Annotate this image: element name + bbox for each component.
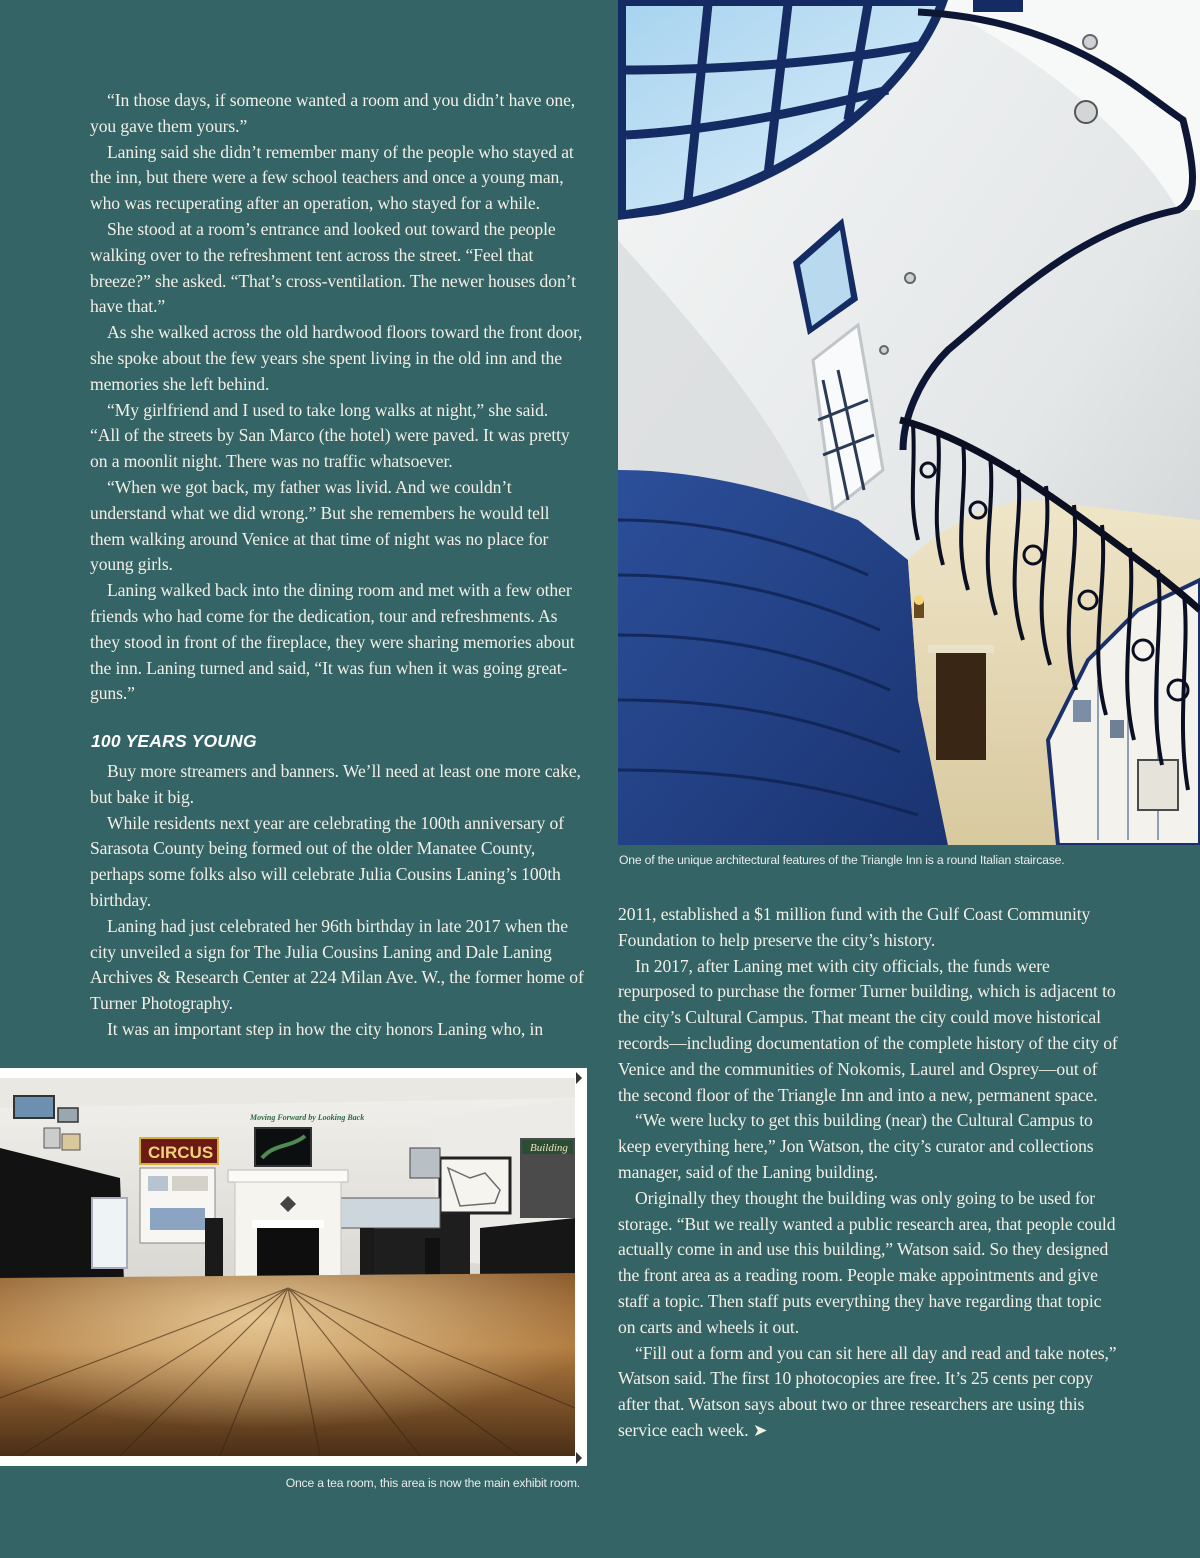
paragraph: It was an important step in how the city honors Laning who, in bbox=[107, 1018, 544, 1039]
paragraph: “In those days, if someone wanted a room and you didn’t have one, you gave them yours.” bbox=[90, 90, 576, 136]
exhibit-room-photo bbox=[0, 1078, 575, 1456]
banner-text: Moving Forward by Looking Back bbox=[250, 1113, 365, 1122]
right-column bbox=[618, 902, 1118, 1444]
paragraph: “All of the streets by San Marco (the hotel) were paved. It was pretty on a moonlit night. There was no traffic whatsoever. bbox=[90, 425, 570, 472]
staircase-photo-caption: One of the unique architectural features of the Triangle Inn is a round Italian staircase. bbox=[619, 853, 1065, 867]
paragraph: Buy more streamers and banners. We’ll need at least one more cake, but bake it big. bbox=[90, 761, 581, 807]
left-column-bottom bbox=[90, 759, 586, 1043]
paragraph: While residents next year are celebrating the 100th anniversary of Sarasota County being formed out of the older Manatee County, perhaps some folks also will celebrate Julia Cousins Laning’s 100th birthday. bbox=[90, 812, 564, 910]
exhibit-room-photo-frame bbox=[0, 1068, 587, 1466]
section-heading: 100 YEARS YOUNG bbox=[91, 731, 257, 751]
paragraph: 2011, established a $1 million fund with the Gulf Coast Community Foundation to help preserve the city’s history. bbox=[618, 904, 1091, 950]
paragraph: As she walked across the old hardwood floors toward the front door, she spoke about the few years she spent living in the old inn and the memories she left behind. bbox=[90, 322, 583, 394]
building-sign-text: Building bbox=[530, 1142, 568, 1154]
left-column-top bbox=[90, 88, 586, 707]
staircase-photo bbox=[618, 0, 1200, 845]
paragraph: Laning said she didn’t remember many of the people who stayed at the inn, but there were a few school teachers and once a young man, who was recuperating after an operation, who stayed for a while. bbox=[90, 141, 574, 214]
exhibit-room-illustration bbox=[0, 1078, 575, 1456]
corner-mark bbox=[576, 1452, 582, 1464]
paragraph: “When we got back, my father was livid. And we couldn’t understand what we did wrong.” But she remembers he would tell them walking around Venice at that time of night was no place for young girls. bbox=[90, 476, 550, 575]
paragraph: Laning walked back into the dining room and met with a few other friends who had come for the dedication, tour and refreshments. As they stood in front of the fireplace, they were sharing memories about the inn. Laning turned and said, “It was fun when it was going great-guns.” bbox=[90, 580, 575, 704]
corner-mark bbox=[576, 1072, 582, 1084]
paragraph: In 2017, after Laning met with city officials, the funds were repurposed to purchase the former Turner building, which is adjacent to the city’s Cultural Campus. That meant the city could move historical records—including documentation of the complete history of the city of Venice and the communities of Nokomis, Laurel and Osprey—out of the second floor of the Triangle Inn and into a new, permanent space. bbox=[618, 955, 1118, 1105]
paragraph: Originally they thought the building was only going to be used for storage. “But we really wanted a public research area, that people could actually come in and use this building,” Watson said. So they designed the front area as a reading room. People make appointments and give staff a topic. Then staff puts everything they have regarding that topic on carts and wheels it out. bbox=[618, 1187, 1116, 1337]
paragraph: “We were lucky to get this building (near) the Cultural Campus to keep everything here,” Jon Watson, the city’s curator and collections manager, said of the Laning building. bbox=[618, 1110, 1094, 1182]
paragraph: She stood at a room’s entrance and looked out toward the people walking over to the refreshment tent across the street. “Feel that breeze?” she asked. “That’s cross-ventilation. The newer houses don’t have that.” bbox=[90, 218, 576, 317]
paragraph: “Fill out a form and you can sit here all day and read and take notes,” Watson said. The first 10 photocopies are free. It’s 25 cents per copy after that. Watson says about two or three researchers are using this service each week. ➤ bbox=[618, 1342, 1117, 1440]
circus-sign-text: CIRCUS bbox=[148, 1143, 214, 1162]
paragraph: Laning had just celebrated her 96th birthday in late 2017 when the city unveiled a sign for The Julia Cousins Laning and Dale Laning Archives & Research Center at 224 Milan Ave. W., the former home of Turner Photography. bbox=[90, 915, 584, 1014]
staircase-illustration bbox=[618, 0, 1200, 845]
exhibit-room-photo-caption: Once a tea room, this area is now the main exhibit room. bbox=[285, 1476, 580, 1490]
paragraph: “My girlfriend and I used to take long walks at night,” she said. bbox=[107, 399, 549, 420]
